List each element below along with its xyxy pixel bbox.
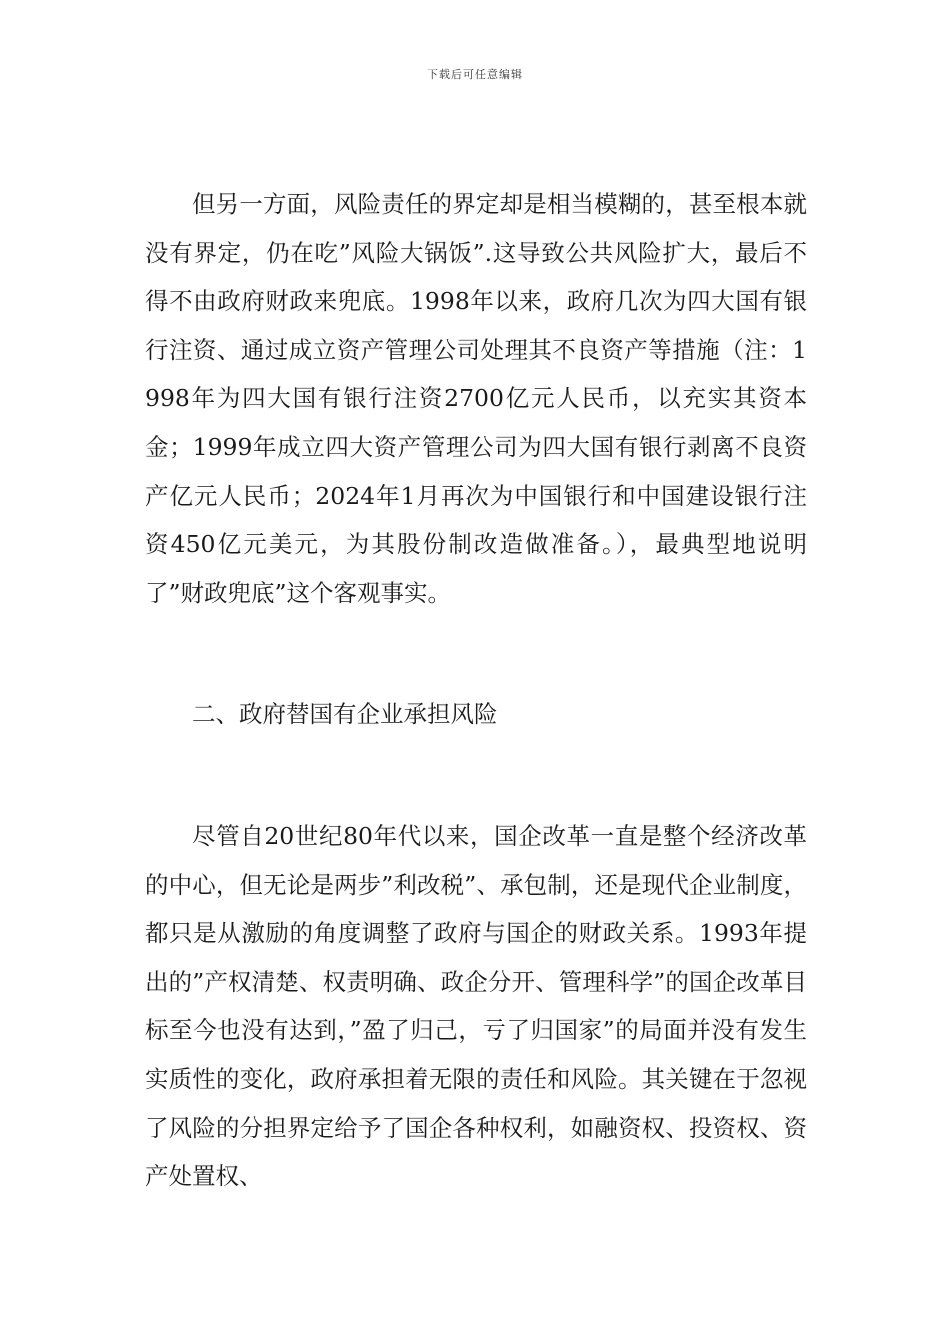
section-heading: 二、政府替国有企业承担风险 <box>192 700 498 729</box>
paragraph-spacer <box>145 739 807 812</box>
document-body <box>145 180 807 1201</box>
paragraph-bailout: 但另一方面，风险责任的界定却是相当模糊的，甚至根本就没有界定，仍在吃”风险大锅饭”.这导致公共风险扩大，最后不得不由政府财政来兜底。1998年以来，政府几次为四大国有银行注资、通过成立资产管理公司处理其不良资产等措施（注：1998年为四大国有银行注资2700亿元人民币，以充实其资本金；1999年成立四大资产管理公司为四大国有银行剥离不良资产亿元人民币；2024年1月再次为中国银行和中国建设银行注资450亿元美元，为其股份制改造做准备。），最典型地说明了”财政兜底”这个客观事实。 <box>145 190 807 607</box>
page-header: 下载后可任意编辑 <box>427 68 523 81</box>
paragraph-soe-reform: 尽管自20世纪80年代以来，国企改革一直是整个经济改革的中心，但无论是两步”利改税”、承包制，还是现代企业制度，都只是从激励的角度调整了政府与国企的财政关系。1993年提出的”产权清楚、权责明确、政企分开、管理科学”的国企改革目标至今也没有达到，”盈了归己，亏了归国家”的局面并没有发生实质性的变化，政府承担着无限的责任和风险。其关键在于忽视了风险的分担界定给予了国企各种权利，如融资权、投资权、资产处置权、 <box>145 821 807 1191</box>
paragraph-spacer <box>145 617 807 690</box>
